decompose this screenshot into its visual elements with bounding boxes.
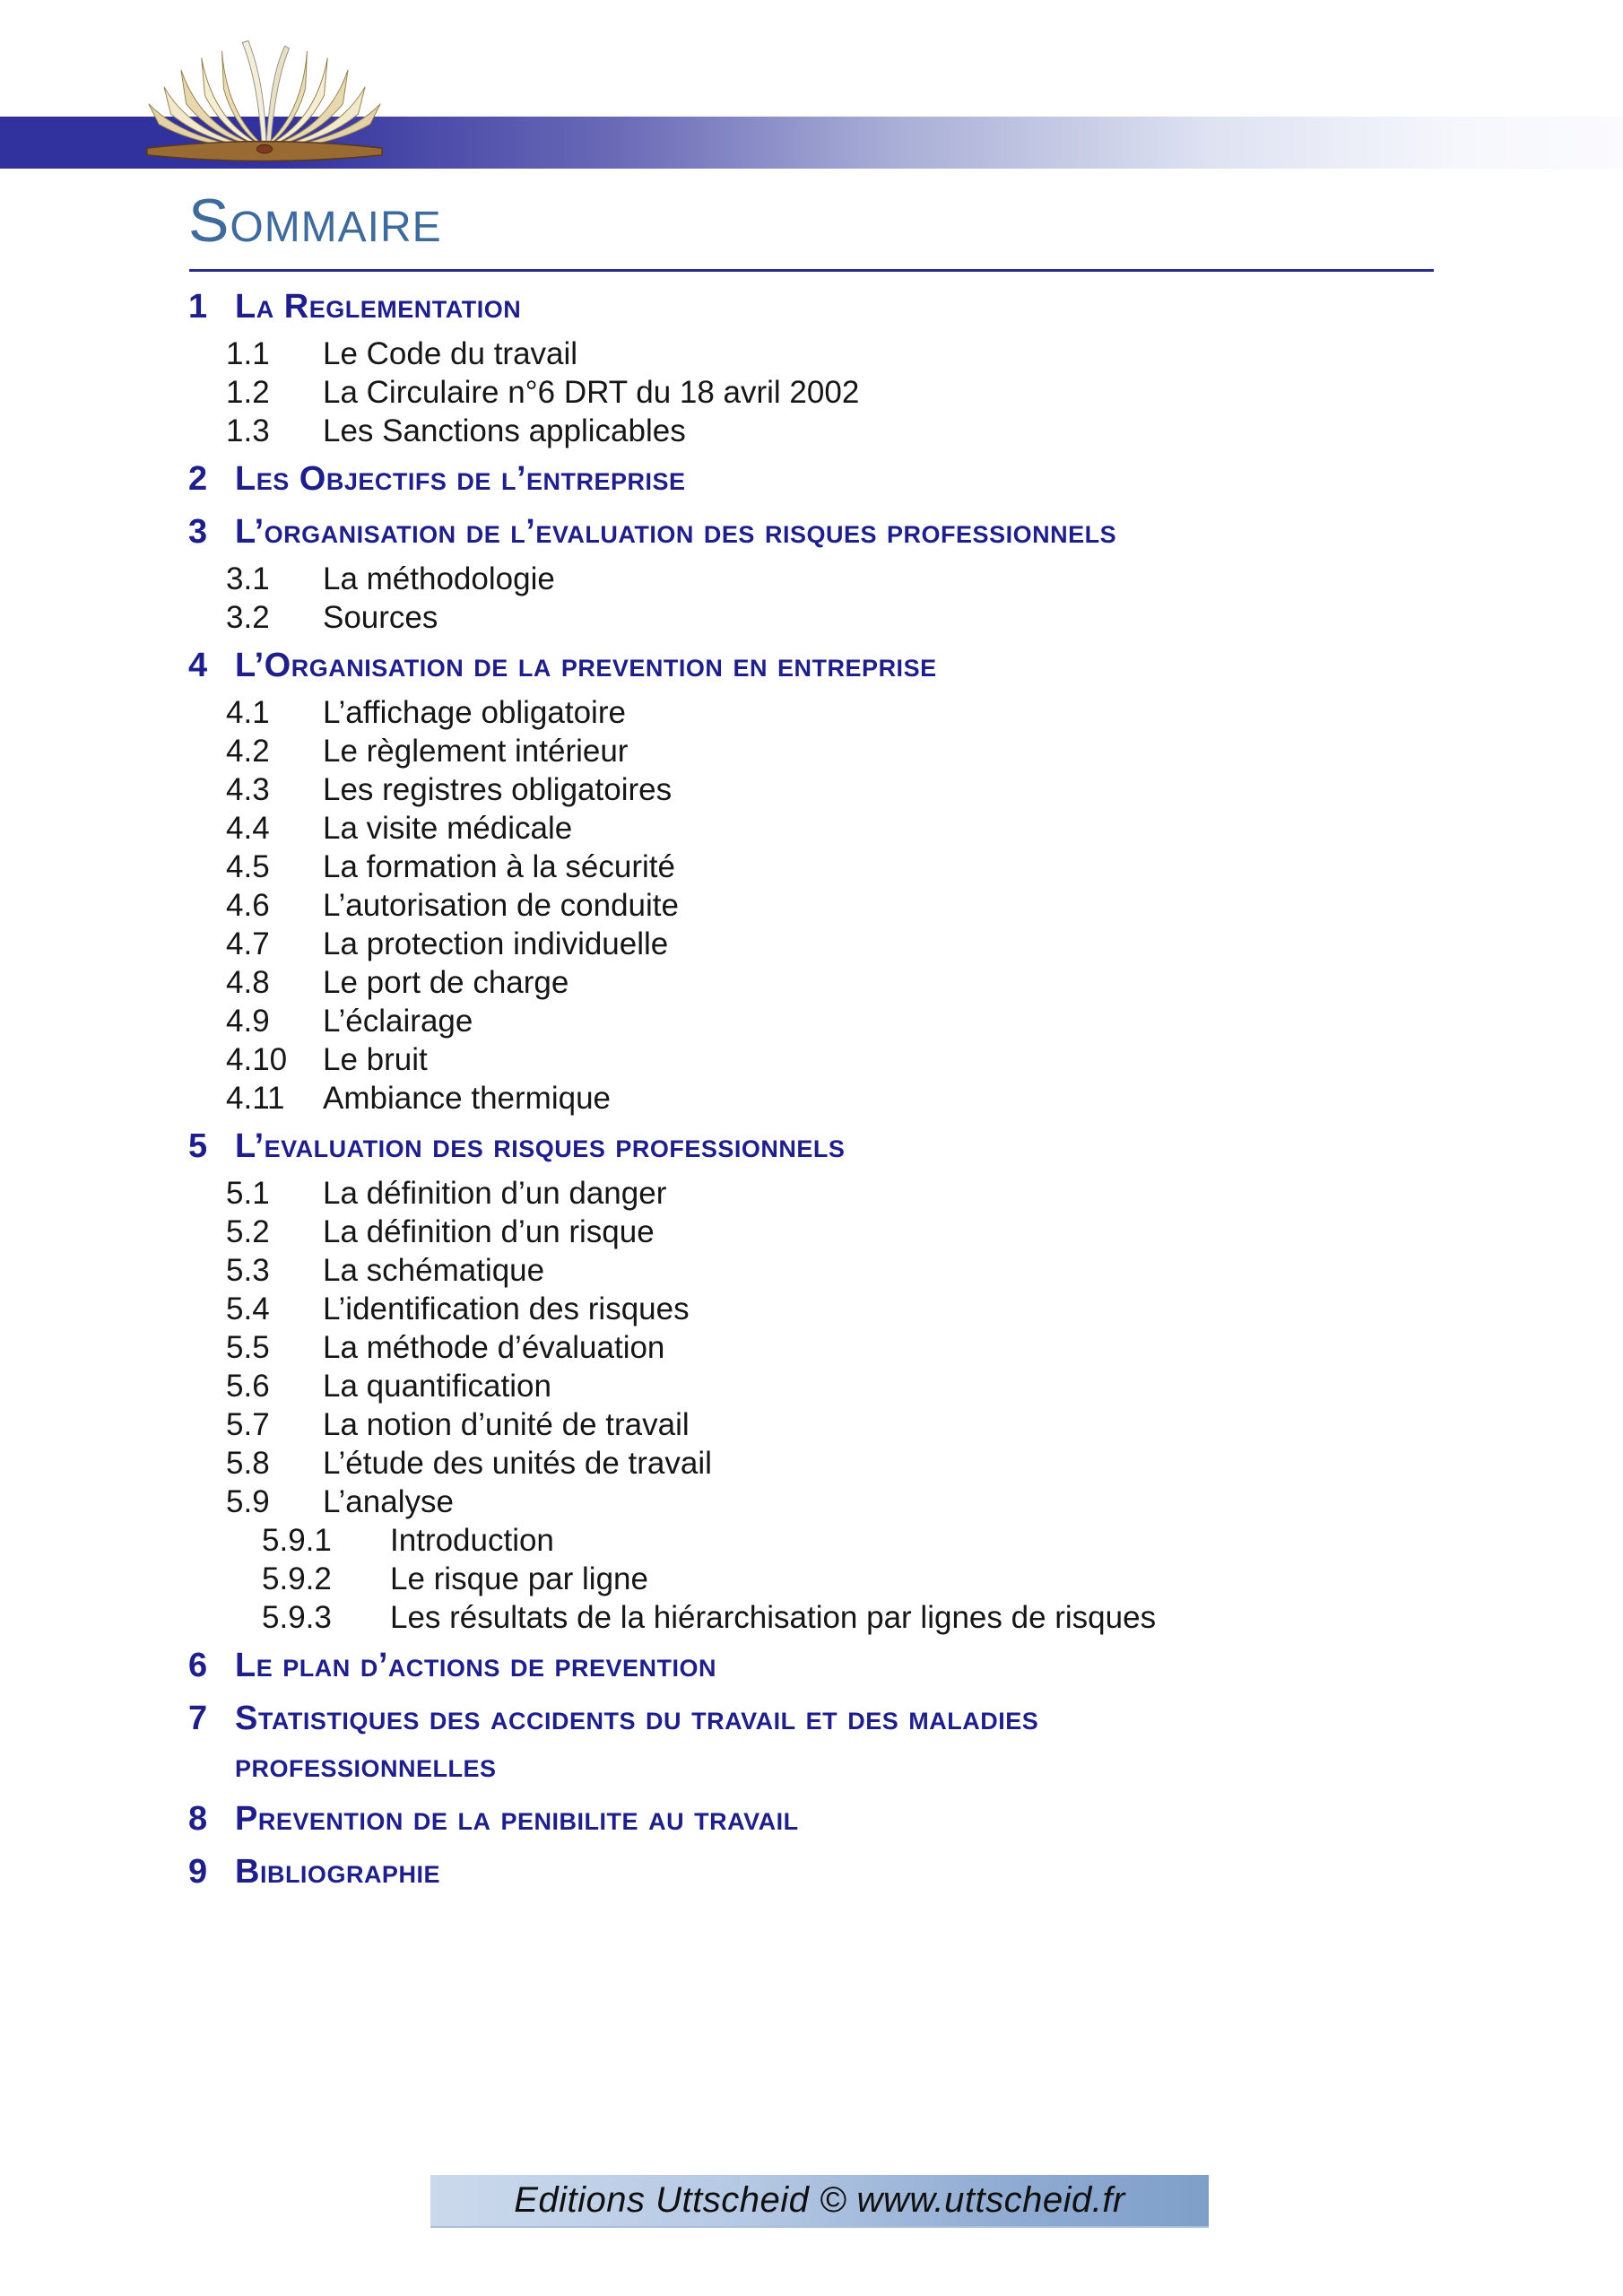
toc-entry-label: La méthodologie xyxy=(323,561,555,596)
toc-entry-number: 5.9.1 xyxy=(262,1523,332,1558)
toc-entry-number: 3.1 xyxy=(226,561,270,596)
toc-section-number: 2 xyxy=(188,460,208,498)
toc-section-title-line2: professionnelles xyxy=(235,1747,497,1785)
toc-entry-label: Le Code du travail xyxy=(323,336,578,371)
footer-text: Editions Uttscheid © www.uttscheid.fr xyxy=(514,2180,1125,2220)
toc-subsection-row xyxy=(0,693,1623,732)
toc-section-title: Prevention de la penibilite au travail xyxy=(235,1800,799,1838)
toc-entry-label: L’identification des risques xyxy=(323,1292,690,1326)
toc-entry-number: 1.3 xyxy=(226,413,270,448)
toc-entry-number: 4.2 xyxy=(226,734,270,769)
toc-entry-number: 5.9.2 xyxy=(262,1561,332,1596)
toc-entry-label: La visite médicale xyxy=(323,811,573,846)
toc-section-title: L’Organisation de la prevention en entreprise xyxy=(235,647,937,684)
toc-section-title: Le plan d’actions de prevention xyxy=(235,1647,717,1684)
toc-section-title: Statistiques des accidents du travail et des maladies xyxy=(235,1700,1039,1737)
toc-entry-label: Les résultats de la hiérarchisation par lignes de risques xyxy=(390,1600,1157,1635)
toc-subsection-row xyxy=(0,732,1623,770)
toc-subsection-row xyxy=(0,963,1623,1002)
toc-section-title: L’evaluation des risques professionnels xyxy=(235,1127,846,1165)
toc-section-row xyxy=(0,1123,1623,1170)
toc-entry-number: 1.2 xyxy=(226,375,270,410)
toc-subsection-row xyxy=(0,848,1623,886)
toc-subsection-row xyxy=(0,1483,1623,1521)
toc-subsection-row xyxy=(0,412,1623,450)
toc-subsection-row xyxy=(0,1290,1623,1328)
toc-entry-label: La méthode d’évaluation xyxy=(323,1330,665,1365)
toc-entry-number: 5.8 xyxy=(226,1446,270,1481)
toc-section-row xyxy=(0,1796,1623,1843)
toc-section-number: 8 xyxy=(188,1800,208,1838)
toc-entry-number: 1.1 xyxy=(226,336,270,371)
toc-entry-number: 4.5 xyxy=(226,849,270,884)
toc-entry-label: L’étude des unités de travail xyxy=(323,1446,712,1481)
toc-entry-label: La schématique xyxy=(323,1253,545,1288)
toc-entry-label: Le port de charge xyxy=(323,965,569,1000)
toc-entry-label: La définition d’un danger xyxy=(323,1176,667,1211)
toc-section-row xyxy=(0,1642,1623,1690)
page-title: Sommaire xyxy=(188,187,442,255)
toc-entry-number: 5.7 xyxy=(226,1407,270,1442)
toc-entry-label: L’analyse xyxy=(323,1484,454,1519)
toc-entry-number: 5.4 xyxy=(226,1292,270,1326)
toc-section-number: 6 xyxy=(188,1647,208,1684)
toc-entry-number: 4.3 xyxy=(226,772,270,807)
toc-section-row xyxy=(0,1695,1623,1790)
toc-subsubsection-row xyxy=(0,1560,1623,1598)
toc-entry-label: La notion d’unité de travail xyxy=(323,1407,690,1442)
toc-subsection-row xyxy=(0,809,1623,848)
toc-subsection-row xyxy=(0,925,1623,963)
toc-entry-label: Introduction xyxy=(390,1523,554,1558)
toc-entry-number: 4.4 xyxy=(226,811,270,846)
toc-subsection-row xyxy=(0,1444,1623,1483)
toc-section-number: 1 xyxy=(188,288,208,326)
toc-subsection-row xyxy=(0,1328,1623,1367)
toc-entry-label: L’éclairage xyxy=(323,1004,473,1039)
toc-subsubsection-row xyxy=(0,1598,1623,1637)
toc-entry-number: 5.9 xyxy=(226,1484,270,1519)
toc-section-row xyxy=(0,456,1623,503)
toc-section-number: 4 xyxy=(188,647,208,684)
toc-section-number: 9 xyxy=(188,1853,208,1891)
toc-entry-label: Le risque par ligne xyxy=(390,1561,648,1596)
toc-entry-number: 4.7 xyxy=(226,926,270,961)
toc-entry-label: Le bruit xyxy=(323,1042,428,1077)
toc-entry-number: 5.5 xyxy=(226,1330,270,1365)
open-book-icon xyxy=(135,32,395,169)
toc-entry-number: 5.1 xyxy=(226,1176,270,1211)
toc-entry-label: La formation à la sécurité xyxy=(323,849,675,884)
toc-section-title: La Reglementation xyxy=(235,288,522,326)
toc-entry-number: 5.6 xyxy=(226,1369,270,1404)
toc-entry-label: L’affichage obligatoire xyxy=(323,695,626,730)
toc-subsection-row xyxy=(0,1174,1623,1213)
toc-subsection-row xyxy=(0,1367,1623,1405)
toc-section-number: 7 xyxy=(188,1700,208,1737)
toc-subsection-row xyxy=(0,373,1623,412)
toc-subsection-row xyxy=(0,1213,1623,1251)
toc-subsection-row xyxy=(0,886,1623,925)
toc-subsection-row xyxy=(0,1251,1623,1290)
toc-section-title: Bibliographie xyxy=(235,1853,440,1891)
toc-subsection-row xyxy=(0,598,1623,637)
toc-section-row xyxy=(0,509,1623,556)
footer-bar xyxy=(430,2175,1209,2228)
toc-subsubsection-row xyxy=(0,1521,1623,1560)
toc-entry-label: Le règlement intérieur xyxy=(323,734,629,769)
toc-entry-number: 4.9 xyxy=(226,1004,270,1039)
toc-entry-label: Sources xyxy=(323,600,438,635)
toc-subsection-row xyxy=(0,770,1623,809)
toc-entry-label: Les registres obligatoires xyxy=(323,772,673,807)
toc-subsection-row xyxy=(0,1040,1623,1079)
toc-entry-number: 4.11 xyxy=(226,1081,285,1116)
toc-entry-label: L’autorisation de conduite xyxy=(323,888,679,923)
toc-subsection-row xyxy=(0,335,1623,373)
toc-entry-label: La Circulaire n°6 DRT du 18 avril 2002 xyxy=(323,375,860,410)
toc-subsection-row xyxy=(0,560,1623,598)
toc-subsection-row xyxy=(0,1002,1623,1040)
toc-entry-number: 4.6 xyxy=(226,888,270,923)
toc-entry-number: 4.8 xyxy=(226,965,270,1000)
toc-subsection-row xyxy=(0,1405,1623,1444)
toc-subsection-row xyxy=(0,1079,1623,1118)
toc-section-number: 3 xyxy=(188,513,208,551)
title-rule xyxy=(189,269,1434,272)
toc-section-title: L’organisation de l’evaluation des risques professionnels xyxy=(235,513,1117,551)
toc-section-row xyxy=(0,283,1623,331)
toc-entry-label: La protection individuelle xyxy=(323,926,669,961)
toc-entry-number: 5.3 xyxy=(226,1253,270,1288)
toc-section-row xyxy=(0,1848,1623,1896)
toc-section-title: Les Objectifs de l’entreprise xyxy=(235,460,686,498)
toc-section-row xyxy=(0,642,1623,690)
toc-entry-label: Les Sanctions applicables xyxy=(323,413,686,448)
toc-entry-number: 4.1 xyxy=(226,695,270,730)
table-of-contents xyxy=(0,278,1623,1900)
toc-entry-number: 5.9.3 xyxy=(262,1600,332,1635)
toc-entry-number: 4.10 xyxy=(226,1042,288,1077)
toc-entry-number: 5.2 xyxy=(226,1214,270,1249)
toc-entry-label: Ambiance thermique xyxy=(323,1081,611,1116)
toc-entry-number: 3.2 xyxy=(226,600,270,635)
toc-entry-label: La quantification xyxy=(323,1369,551,1404)
toc-section-number: 5 xyxy=(188,1127,208,1165)
toc-entry-label: La définition d’un risque xyxy=(323,1214,655,1249)
